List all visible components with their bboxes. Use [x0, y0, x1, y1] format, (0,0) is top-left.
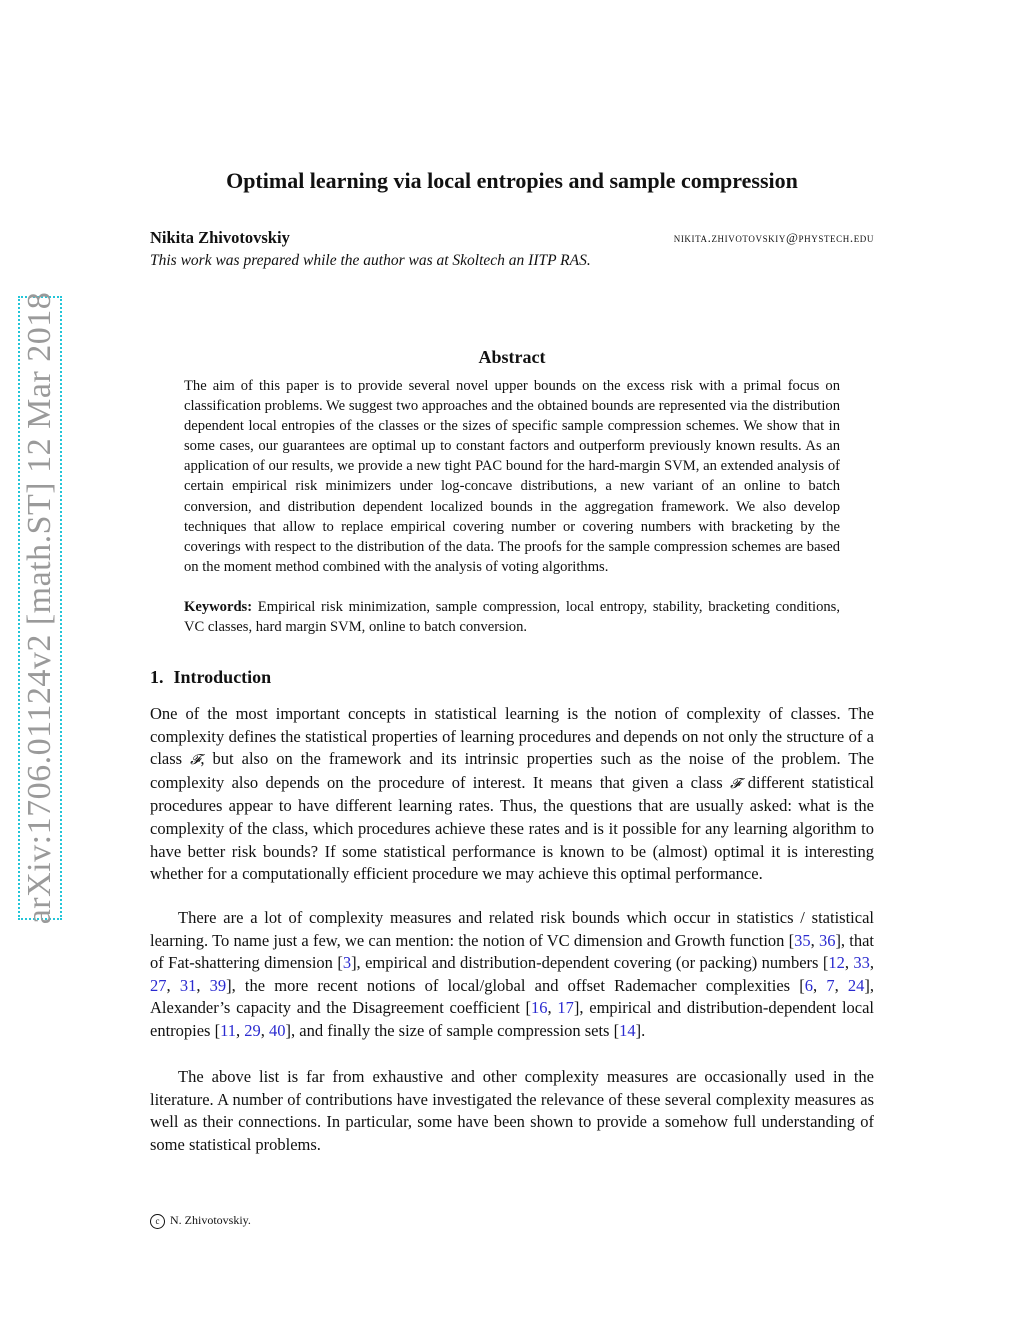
text-run: There are a lot of complexity measures and related risk bounds which occur in statistics / statistical learning. To name just a few, we can mention: the notion of VC dimension and Growth function [ — [150, 908, 874, 950]
paragraph-2: There are a lot of complexity measures and related risk bounds which occur in statistics / statistical learning. To name just a few, we can mention: the notion of VC dimension and Growth function [35, 36], that of Fat-shattering dimension [3], empirical and distribution-dependent covering (or packing) numbers [12, 33, 27, 31, 39], the more recent notions of local/global and offset Rademacher complexities [6, 7, 24], Alexander’s capacity and the Disagreement coefficient [16, 17], empirical and distribution-dependent local entropies [11, 29, 40], and finally the size of sample compression sets [14]. — [150, 908, 875, 1040]
class-symbol: 𝓕 — [730, 775, 741, 792]
text-run: ]. — [635, 1020, 646, 1040]
arxiv-identifier: arXiv:1706.01124v2 [math.ST] 12 Mar 2018 — [21, 291, 58, 925]
citation-link[interactable]: 33 — [853, 953, 870, 973]
text-run: ], the more recent notions of local/global and offset Rademacher complexities [ — [226, 975, 805, 995]
text-run: ], that of Fat-shattering dimension [ — [150, 930, 874, 973]
citation-link[interactable]: 27 — [150, 975, 167, 995]
citation-link[interactable]: 39 — [209, 975, 227, 995]
author-affiliation: This work was prepared while the author was at Skoltech an IITP RAS. — [150, 252, 591, 269]
section-heading — [150, 667, 271, 688]
section-number: 1. — [150, 667, 164, 687]
citation-link[interactable]: 12 — [828, 953, 845, 973]
citation-link[interactable]: 40 — [269, 1020, 286, 1040]
citation-link[interactable]: 35 — [794, 930, 811, 950]
text-run: , but also on the framework and its intrinsic properties such as the noise of the problem. The complexity also depends on the procedure of interest. It means that given a class — [150, 749, 874, 792]
copyright-holder: N. Zhivotovskiy. — [170, 1213, 251, 1227]
citation-link[interactable]: 36 — [818, 930, 836, 950]
citation-link[interactable]: 3 — [342, 953, 352, 973]
abstract-heading: Abstract — [478, 347, 546, 367]
citation-link[interactable]: 31 — [179, 975, 197, 995]
class-symbol: 𝓕 — [190, 752, 201, 769]
paragraph-1 — [150, 703, 874, 886]
text-run: One of the most important concepts in statistical learning is the notion of complexity of classes. The complexity defines the statistical properties of learning procedures and depends on not only the structure of a class — [150, 704, 874, 769]
paragraph-3: The above list is far from exhaustive and other complexity measures are occasionally used in the literature. A number of contributions have investigated the relevance of these several complexity measures as well as their connections. In particular, some have been shown to provide a somehow full understanding of some statistical problems. — [150, 1067, 874, 1154]
citation-link[interactable]: 7 — [826, 975, 835, 995]
section-title: Introduction — [173, 667, 272, 687]
citation-link[interactable]: 17 — [557, 998, 574, 1018]
author-block — [150, 228, 874, 250]
citation-link[interactable]: 11 — [220, 1020, 236, 1040]
citation-link[interactable]: 14 — [619, 1020, 636, 1040]
text-run: ], Alexander’s capacity and the Disagreement coefficient [ — [150, 975, 874, 1018]
author-email[interactable]: nikita.zhivotovskiy@phystech.edu — [673, 230, 874, 245]
keywords — [184, 597, 840, 637]
text-run: ], empirical and distribution-dependent covering (or packing) numbers [ — [351, 953, 829, 973]
arxiv-side-stamp[interactable] — [18, 291, 62, 925]
keywords-text: Empirical risk minimization, sample compression, local entropy, stability, bracketing conditions, VC classes, hard margin SVM, online to batch conversion. — [184, 599, 840, 636]
text-run: ], empirical and distribution-dependent local entropies [ — [150, 998, 875, 1040]
copyright-icon: c — [150, 1214, 165, 1229]
citation-link[interactable]: 16 — [531, 998, 548, 1018]
abstract-body: The aim of this paper is to provide several novel upper bounds on the excess risk with a primal focus on classification problems. We suggest two approaches and the obtained bounds are represented via the distribution dependent local entropies of the classes or the sizes of specific sample compression schemes. We show that in some cases, our guarantees are optimal up to constant factors and outperform previously known results. As an application of our results, we provide a new tight PAC bound for the hard-margin SVM, an extended analysis of certain empirical risk minimizers under log-concave distributions, a new variant of an online to batch conversion, and distribution dependent localized bounds in the aggregation framework. We also develop techniques that allow to replace empirical covering number or covering numbers with bracketing by the coverings with respect to the distribution of the data. The proofs for the sample compression schemes are based on the moment method combined with the analysis of voting algorithms. — [184, 378, 840, 575]
paper-title: Optimal learning via local entropies and sample compression — [226, 168, 798, 193]
author-name: Nikita Zhivotovskiy — [150, 228, 290, 247]
text-run: ], and finally the size of sample compression sets [ — [285, 1020, 620, 1040]
text-run: different statistical procedures appear to have different learning rates. Thus, the questions that are usually asked: what is the complexity of the class, which procedures achieve these rates and is it possible for any learning algorithm to have better risk bounds? If some statistical performance is known to be (almost) optimal it is interesting whether for a computationally efficient procedure we may achieve this optimal performance. — [150, 772, 874, 884]
citation-link[interactable]: 24 — [847, 975, 865, 995]
copyright-notice — [150, 1213, 251, 1229]
keywords-label: Keywords: — [184, 599, 253, 615]
citation-link[interactable]: 29 — [244, 1020, 261, 1040]
citation-link[interactable]: 6 — [804, 975, 813, 995]
